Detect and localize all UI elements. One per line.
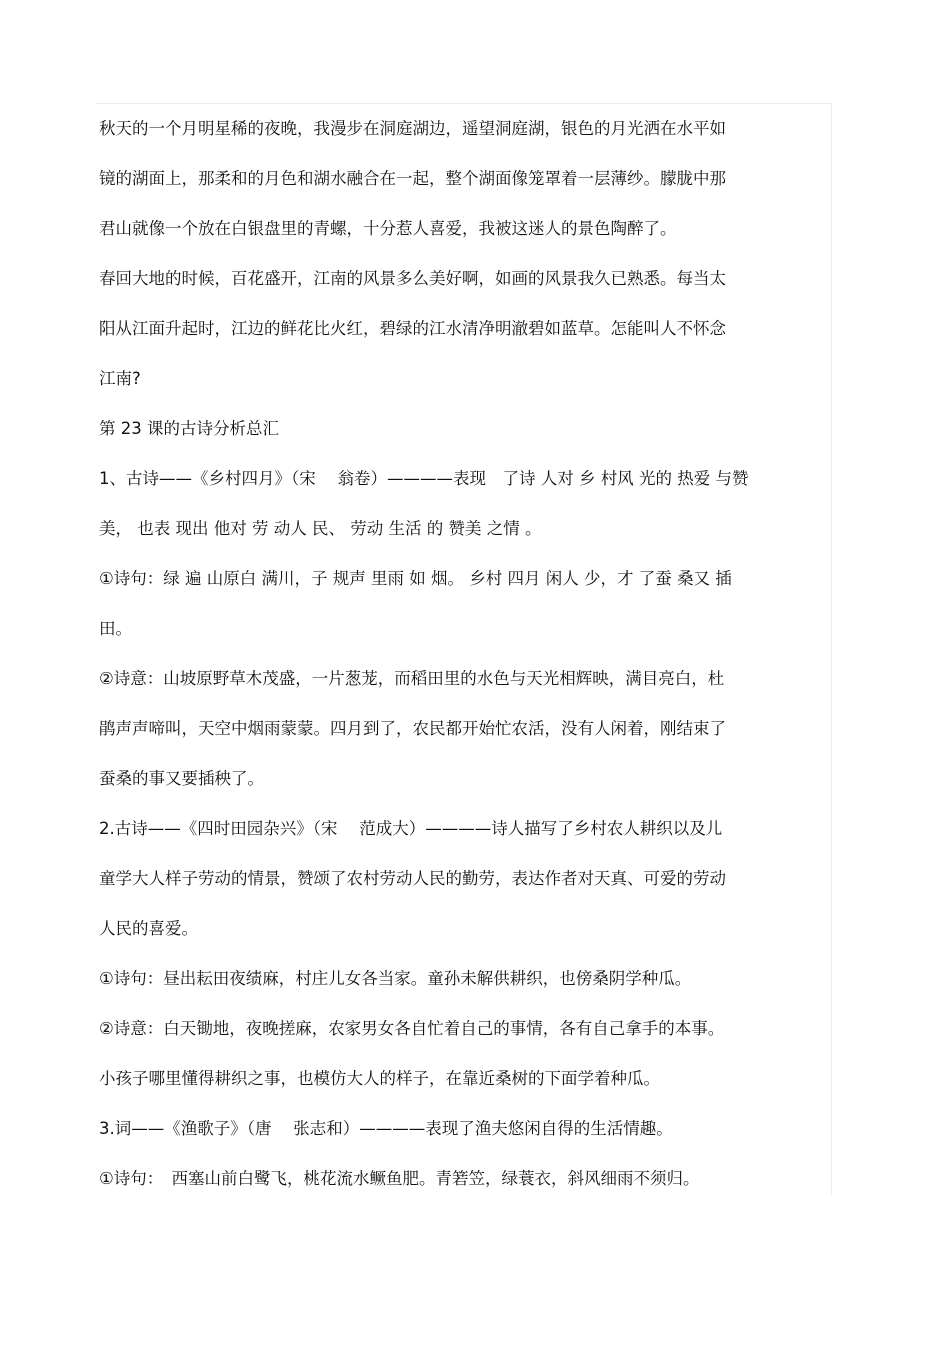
poem-2-verse: ①诗句：昼出耘田夜绩麻，村庄儿女各当家。童孙未解供耕织，也傍桑阴学种瓜。 (99, 969, 692, 988)
text-line: 蚕桑的事又要插秧了。 (99, 769, 264, 788)
text-line: 镜的湖面上，那柔和的月色和湖水融合在一起，整个湖面像笼罩着一层薄纱。朦胧中那 (99, 169, 726, 188)
text-line: 春回大地的时候，百花盛开，江南的风景多么美好啊，如画的风景我久已熟悉。每当太 (99, 269, 726, 288)
text-line: 美， 也表 现出 他对 劳 动人 民、 劳动 生活 的 赞美 之情 。 (99, 519, 542, 538)
poem-1-meaning: ②诗意：山坡原野草木茂盛，一片葱茏，而稻田里的水色与天光相辉映，满目亮白，杜 (99, 669, 725, 688)
document-body (99, 104, 829, 1204)
text-line: 田。 (99, 619, 132, 638)
text-line: 江南? (99, 369, 141, 388)
poem-1-heading: 1、古诗——《乡村四月》（宋 翁卷）————表现 了诗 人对 乡 村风 光的 热爱 与赞 (99, 469, 749, 488)
text-line: 秋天的一个月明星稀的夜晚，我漫步在洞庭湖边，遥望洞庭湖，银色的月光洒在水平如 (99, 119, 726, 138)
text-line: 鹃声声啼叫，天空中烟雨蒙蒙。四月到了，农民都开始忙农活，没有人闲着，刚结束了 (99, 719, 726, 738)
poem-1-verse: ①诗句：绿 遍 山原白 满川，子 规声 里雨 如 烟。 乡村 四月 闲人 少，才 了蚕 桑又 插 (99, 569, 732, 588)
text-line: 童学大人样子劳动的情景，赞颂了农村劳动人民的勤劳，表达作者对天真、可爱的劳动 (99, 869, 726, 888)
text-line: 君山就像一个放在白银盘里的青螺，十分惹人喜爱，我被这迷人的景色陶醉了。 (99, 219, 677, 238)
text-line: 阳从江面升起时，江边的鲜花比火红，碧绿的江水清净明澈碧如蓝草。怎能叫人不怀念 (99, 319, 726, 338)
poem-2-meaning: ②诗意：白天锄地，夜晚搓麻，农家男女各自忙着自己的事情，各有自己拿手的本事。 (99, 1019, 725, 1038)
text-line: 人民的喜爱。 (99, 919, 198, 938)
poem-2-heading: 2.古诗——《四时田园杂兴》（宋 范成大）————诗人描写了乡村农人耕织以及儿 (99, 819, 723, 838)
poem-3-heading: 3.词——《渔歌子》（唐 张志和）————表现了渔夫悠闲自得的生活情趣。 (99, 1119, 673, 1138)
text-line: 小孩子哪里懂得耕织之事，也模仿大人的样子，在靠近桑树的下面学着种瓜。 (99, 1069, 660, 1088)
poem-3-verse: ①诗句： 西塞山前白鹭飞，桃花流水鳜鱼肥。青箬笠，绿蓑衣，斜风细雨不须归。 (99, 1169, 700, 1188)
section-heading: 第 23 课的古诗分析总汇 (99, 419, 279, 438)
